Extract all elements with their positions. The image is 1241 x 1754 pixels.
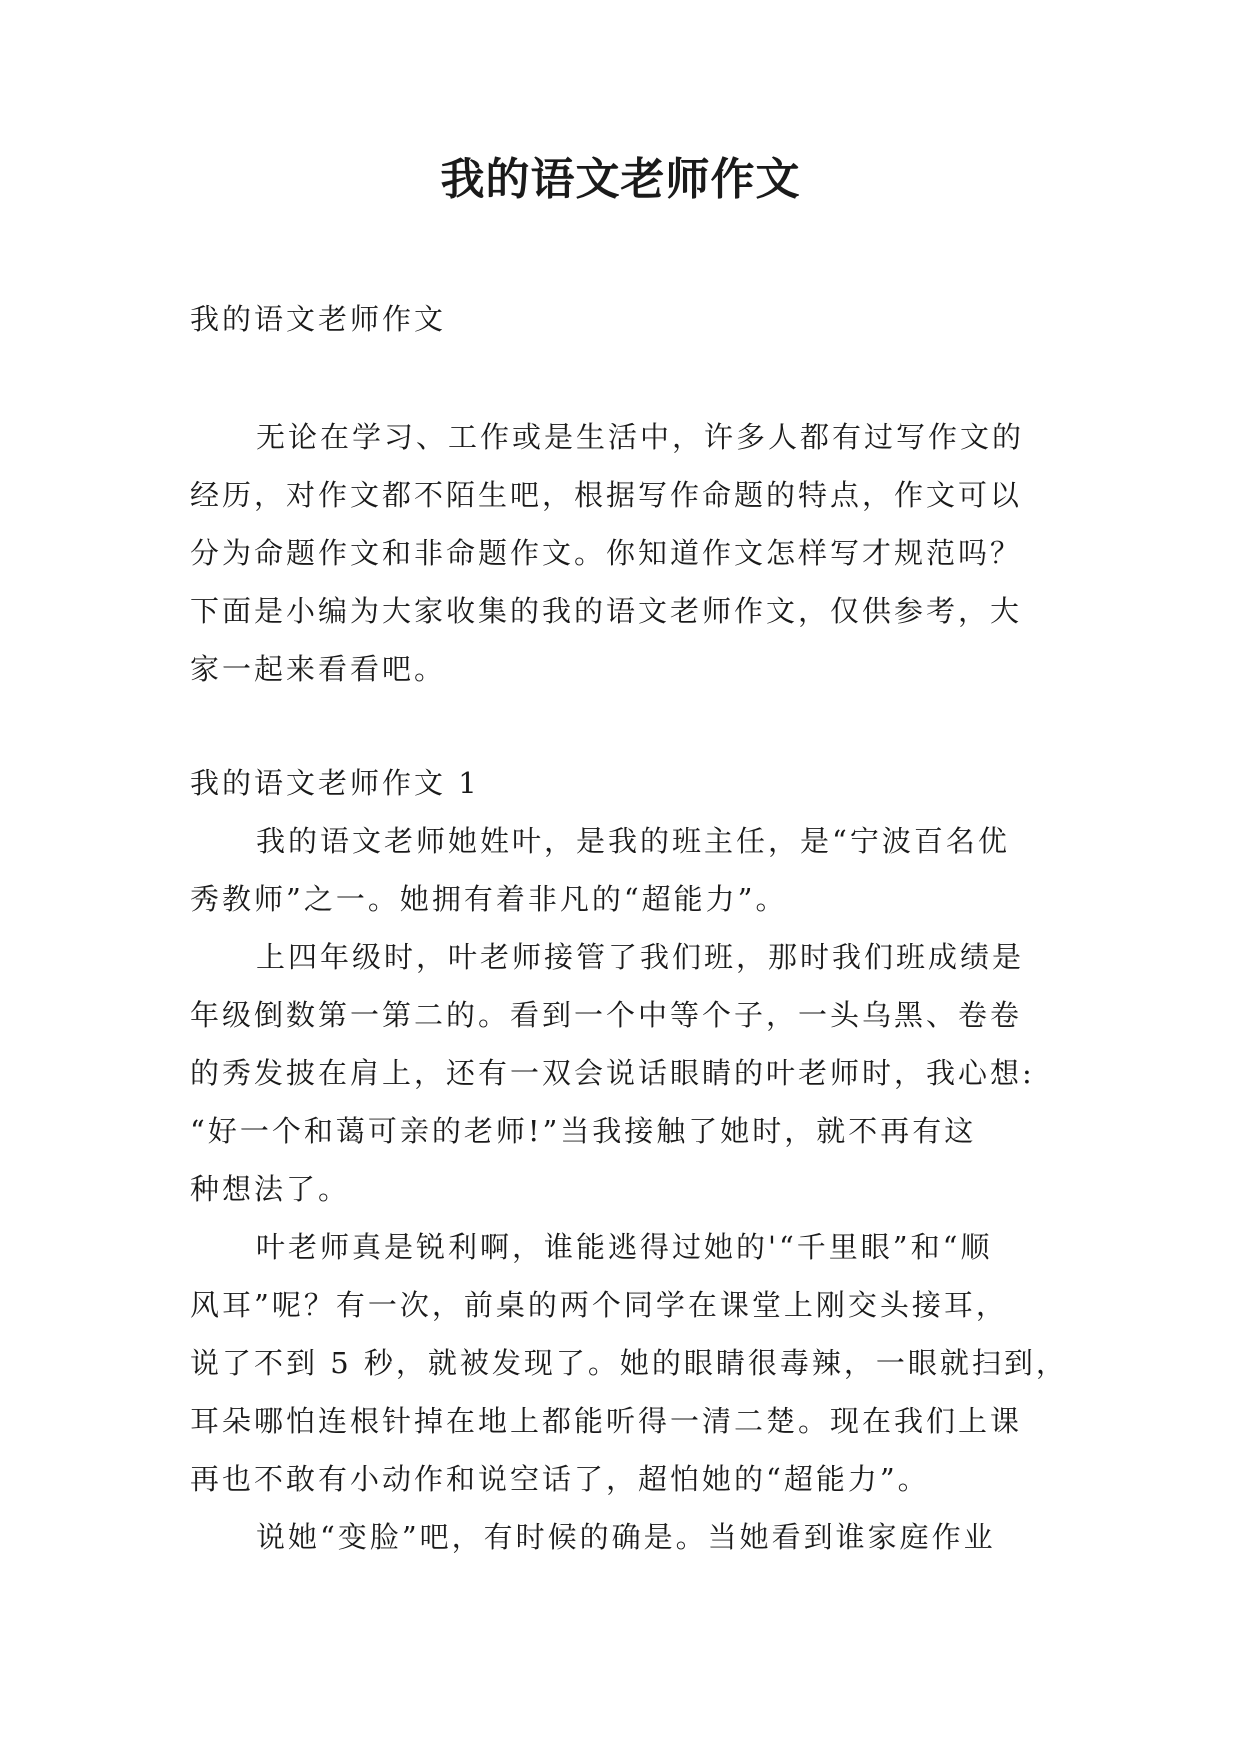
text-line: 的秀发披在肩上，还有一双会说话眼睛的叶老师时，我心想: [190, 1056, 1035, 1090]
document-body [190, 290, 1068, 1566]
text-line: 说她“变脸”吧，有时候的确是。当她看到谁家庭作业 [256, 1520, 996, 1554]
text-line: 无论在学习、工作或是生活中，许多人都有过写作文的 [256, 420, 1025, 454]
paragraph [190, 1508, 1060, 1566]
text-line: 经历，对作文都不陌生吧，根据写作命题的特点，作文可以 [190, 478, 1023, 512]
text-line: 风耳”呢？有一次，前桌的两个同学在课堂上刚交头接耳， [190, 1288, 1008, 1322]
spacer [190, 698, 1060, 754]
text-line: 再也不敢有小动作和说空话了，超怕她的“超能力”。 [190, 1462, 930, 1496]
text-line: 分为命题作文和非命题作文。你知道作文怎样写才规范吗？ [190, 536, 1023, 570]
text-line: 叶老师真是锐利啊，谁能逃得过她的'“千里眼”和“顺 [256, 1230, 993, 1264]
text-line: 下面是小编为大家收集的我的语文老师作文，仅供参考，大 [190, 594, 1023, 628]
text-line: 说了不到 5 秒，就被发现了。她的眼睛很毒辣，一眼就扫到， [190, 1346, 1068, 1380]
document-subtitle: 我的语文老师作文 [190, 302, 447, 336]
text-line: 耳朵哪怕连根针掉在地上都能听得一清二楚。现在我们上课 [190, 1404, 1023, 1438]
text-line: “好一个和蔼可亲的老师!”当我接触了她时，就不再有这 [190, 1114, 977, 1148]
text-line: 上四年级时，叶老师接管了我们班，那时我们班成绩是 [256, 940, 1025, 974]
text-line: 种想法了。 [190, 1172, 351, 1206]
text-line: 秀教师”之一。她拥有着非凡的“超能力”。 [190, 882, 788, 916]
spacer [190, 348, 1060, 408]
intro-paragraph [190, 408, 1060, 698]
paragraph [190, 928, 1060, 1218]
section-heading: 我的语文老师作文 1 [190, 766, 480, 800]
text-line: 我的语文老师她姓叶，是我的班主任，是“宁波百名优 [256, 824, 1010, 858]
text-line: 家一起来看看吧。 [190, 652, 447, 686]
paragraph [190, 1218, 1068, 1508]
paragraph [190, 812, 1060, 928]
text-line: 年级倒数第一第二的。看到一个中等个子，一头乌黑、卷卷 [190, 998, 1023, 1032]
document-title: 我的语文老师作文 [440, 154, 801, 205]
